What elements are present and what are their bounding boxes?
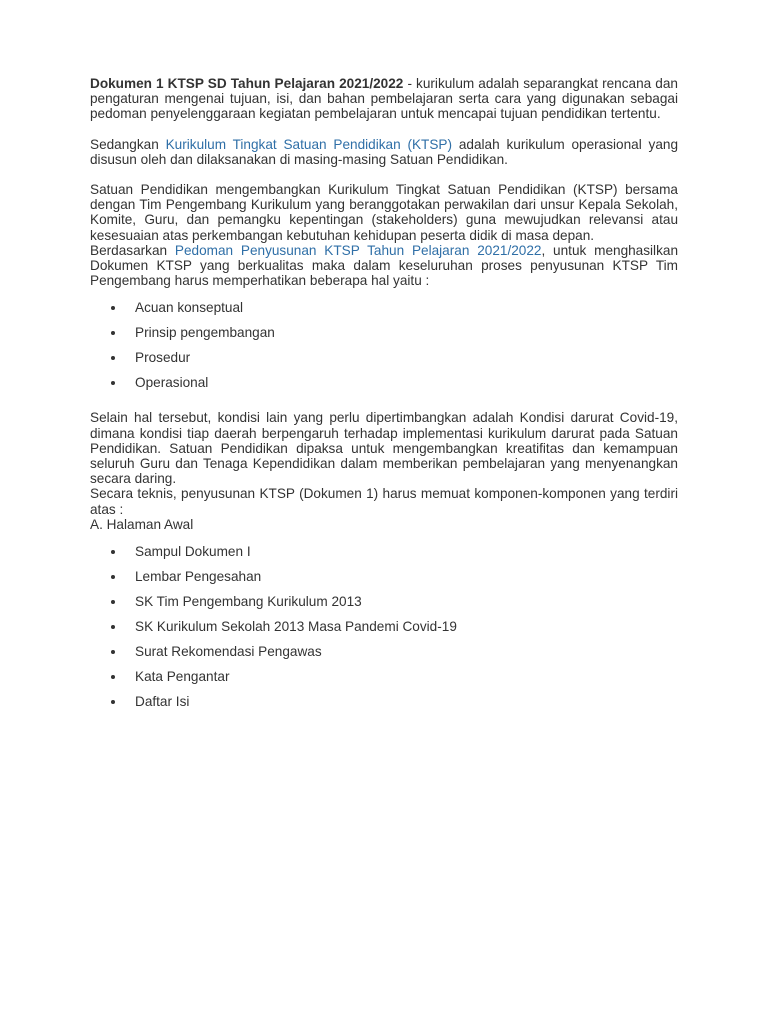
- list-item: [90, 664, 678, 689]
- list-item-label: Prinsip pengembangan: [135, 325, 275, 341]
- document-title: Dokumen 1 KTSP SD Tahun Pelajaran 2021/2022: [90, 76, 404, 91]
- bullet-icon: [111, 356, 115, 360]
- section-a-heading: A. Halaman Awal: [90, 516, 194, 532]
- list-item-label: Surat Rekomendasi Pengawas: [135, 644, 322, 660]
- list-item: [90, 614, 678, 639]
- bullet-icon: [111, 650, 115, 654]
- list-item-label: Sampul Dokumen I: [135, 544, 251, 560]
- list-item: [90, 539, 678, 564]
- list-item: [90, 295, 678, 320]
- considerations-list: [90, 295, 678, 395]
- list-item-label: Daftar Isi: [135, 694, 190, 710]
- ktsp-prefix: Sedangkan: [90, 136, 166, 152]
- list-item: [90, 564, 678, 589]
- front-matter-list: [90, 539, 678, 714]
- list-item: [90, 689, 678, 714]
- list-item-label: Lembar Pengesahan: [135, 569, 262, 585]
- guideline-suffix: , untuk menghasilkan Dokumen KTSP yang berkualitas maka dalam keseluruhan proses penyusunan KTSP Tim Pengembang harus memperhatikan beberapa hal yaitu :: [90, 242, 678, 289]
- ktsp-link[interactable]: Kurikulum Tingkat Satuan Pendidikan (KTSP): [165, 136, 453, 152]
- bullet-icon: [111, 700, 115, 704]
- list-item-label: Prosedur: [135, 350, 191, 366]
- list-item-label: Acuan konseptual: [135, 300, 244, 316]
- document-page: [90, 76, 678, 714]
- list-item: [90, 370, 678, 395]
- guideline-prefix: Berdasarkan: [90, 242, 175, 258]
- list-item-label: SK Tim Pengembang Kurikulum 2013: [135, 594, 362, 610]
- bullet-icon: [111, 550, 115, 554]
- bullet-icon: [111, 575, 115, 579]
- ktsp-definition-paragraph: [90, 137, 678, 167]
- intro-paragraph: [90, 76, 678, 122]
- list-item: [90, 639, 678, 664]
- bullet-icon: [111, 600, 115, 604]
- bullet-icon: [111, 625, 115, 629]
- list-item-label: Operasional: [135, 375, 209, 391]
- list-item: [90, 320, 678, 345]
- development-paragraph: Satuan Pendidikan mengembangkan Kurikulum Tingkat Satuan Pendidikan (KTSP) bersama dengan Tim Pengembang Kurikulum yang beranggotakan perwakilan dari unsur Kepala Sekolah, Komite, Guru, dan pemangku kepentingan (stakeholders) guna mewujudkan relevansi atau kesesuaian atas perkembangan kebutuhan kehidupan peserta didik di masa depan.: [90, 182, 678, 243]
- bullet-icon: [111, 675, 115, 679]
- list-item: [90, 589, 678, 614]
- guideline-paragraph: [90, 243, 678, 289]
- covid-paragraph: Selain hal tersebut, kondisi lain yang perlu dipertimbangkan adalah Kondisi darurat Covid-19, dimana kondisi tiap daerah berpengaruh terhadap implementasi kurikulum darurat pada Satuan Pendidikan. Satuan Pendidikan dipaksa untuk mengembangkan kreatifitas dan kemampuan seluruh Guru dan Tenaga Kependidikan dalam memberikan pembelajaran yang menyenangkan secara daring.: [90, 410, 678, 487]
- list-item-label: SK Kurikulum Sekolah 2013 Masa Pandemi Covid-19: [135, 619, 457, 635]
- list-item-label: Kata Pengantar: [135, 669, 230, 685]
- bullet-icon: [111, 381, 115, 385]
- list-item: [90, 345, 678, 370]
- bullet-icon: [111, 331, 115, 335]
- ktsp-suffix: adalah kurikulum operasional yang disusun oleh dan dilaksanakan di masing-masing Satuan Pendidikan.: [90, 136, 679, 167]
- guideline-link[interactable]: Pedoman Penyusunan KTSP Tahun Pelajaran 2021/2022: [174, 242, 542, 258]
- intro-text: - kurikulum adalah separangkat rencana dan pengaturan mengenai tujuan, isi, dan bahan pembelajaran serta cara yang digunakan sebagai pedoman penyelenggaraan kegiatan pembelajaran untuk mencapai tujuan pendidikan tertentu.: [90, 76, 678, 122]
- bullet-icon: [111, 306, 115, 310]
- technical-paragraph: Secara teknis, penyusunan KTSP (Dokumen 1) harus memuat komponen-komponen yang terdiri atas :: [90, 486, 678, 517]
